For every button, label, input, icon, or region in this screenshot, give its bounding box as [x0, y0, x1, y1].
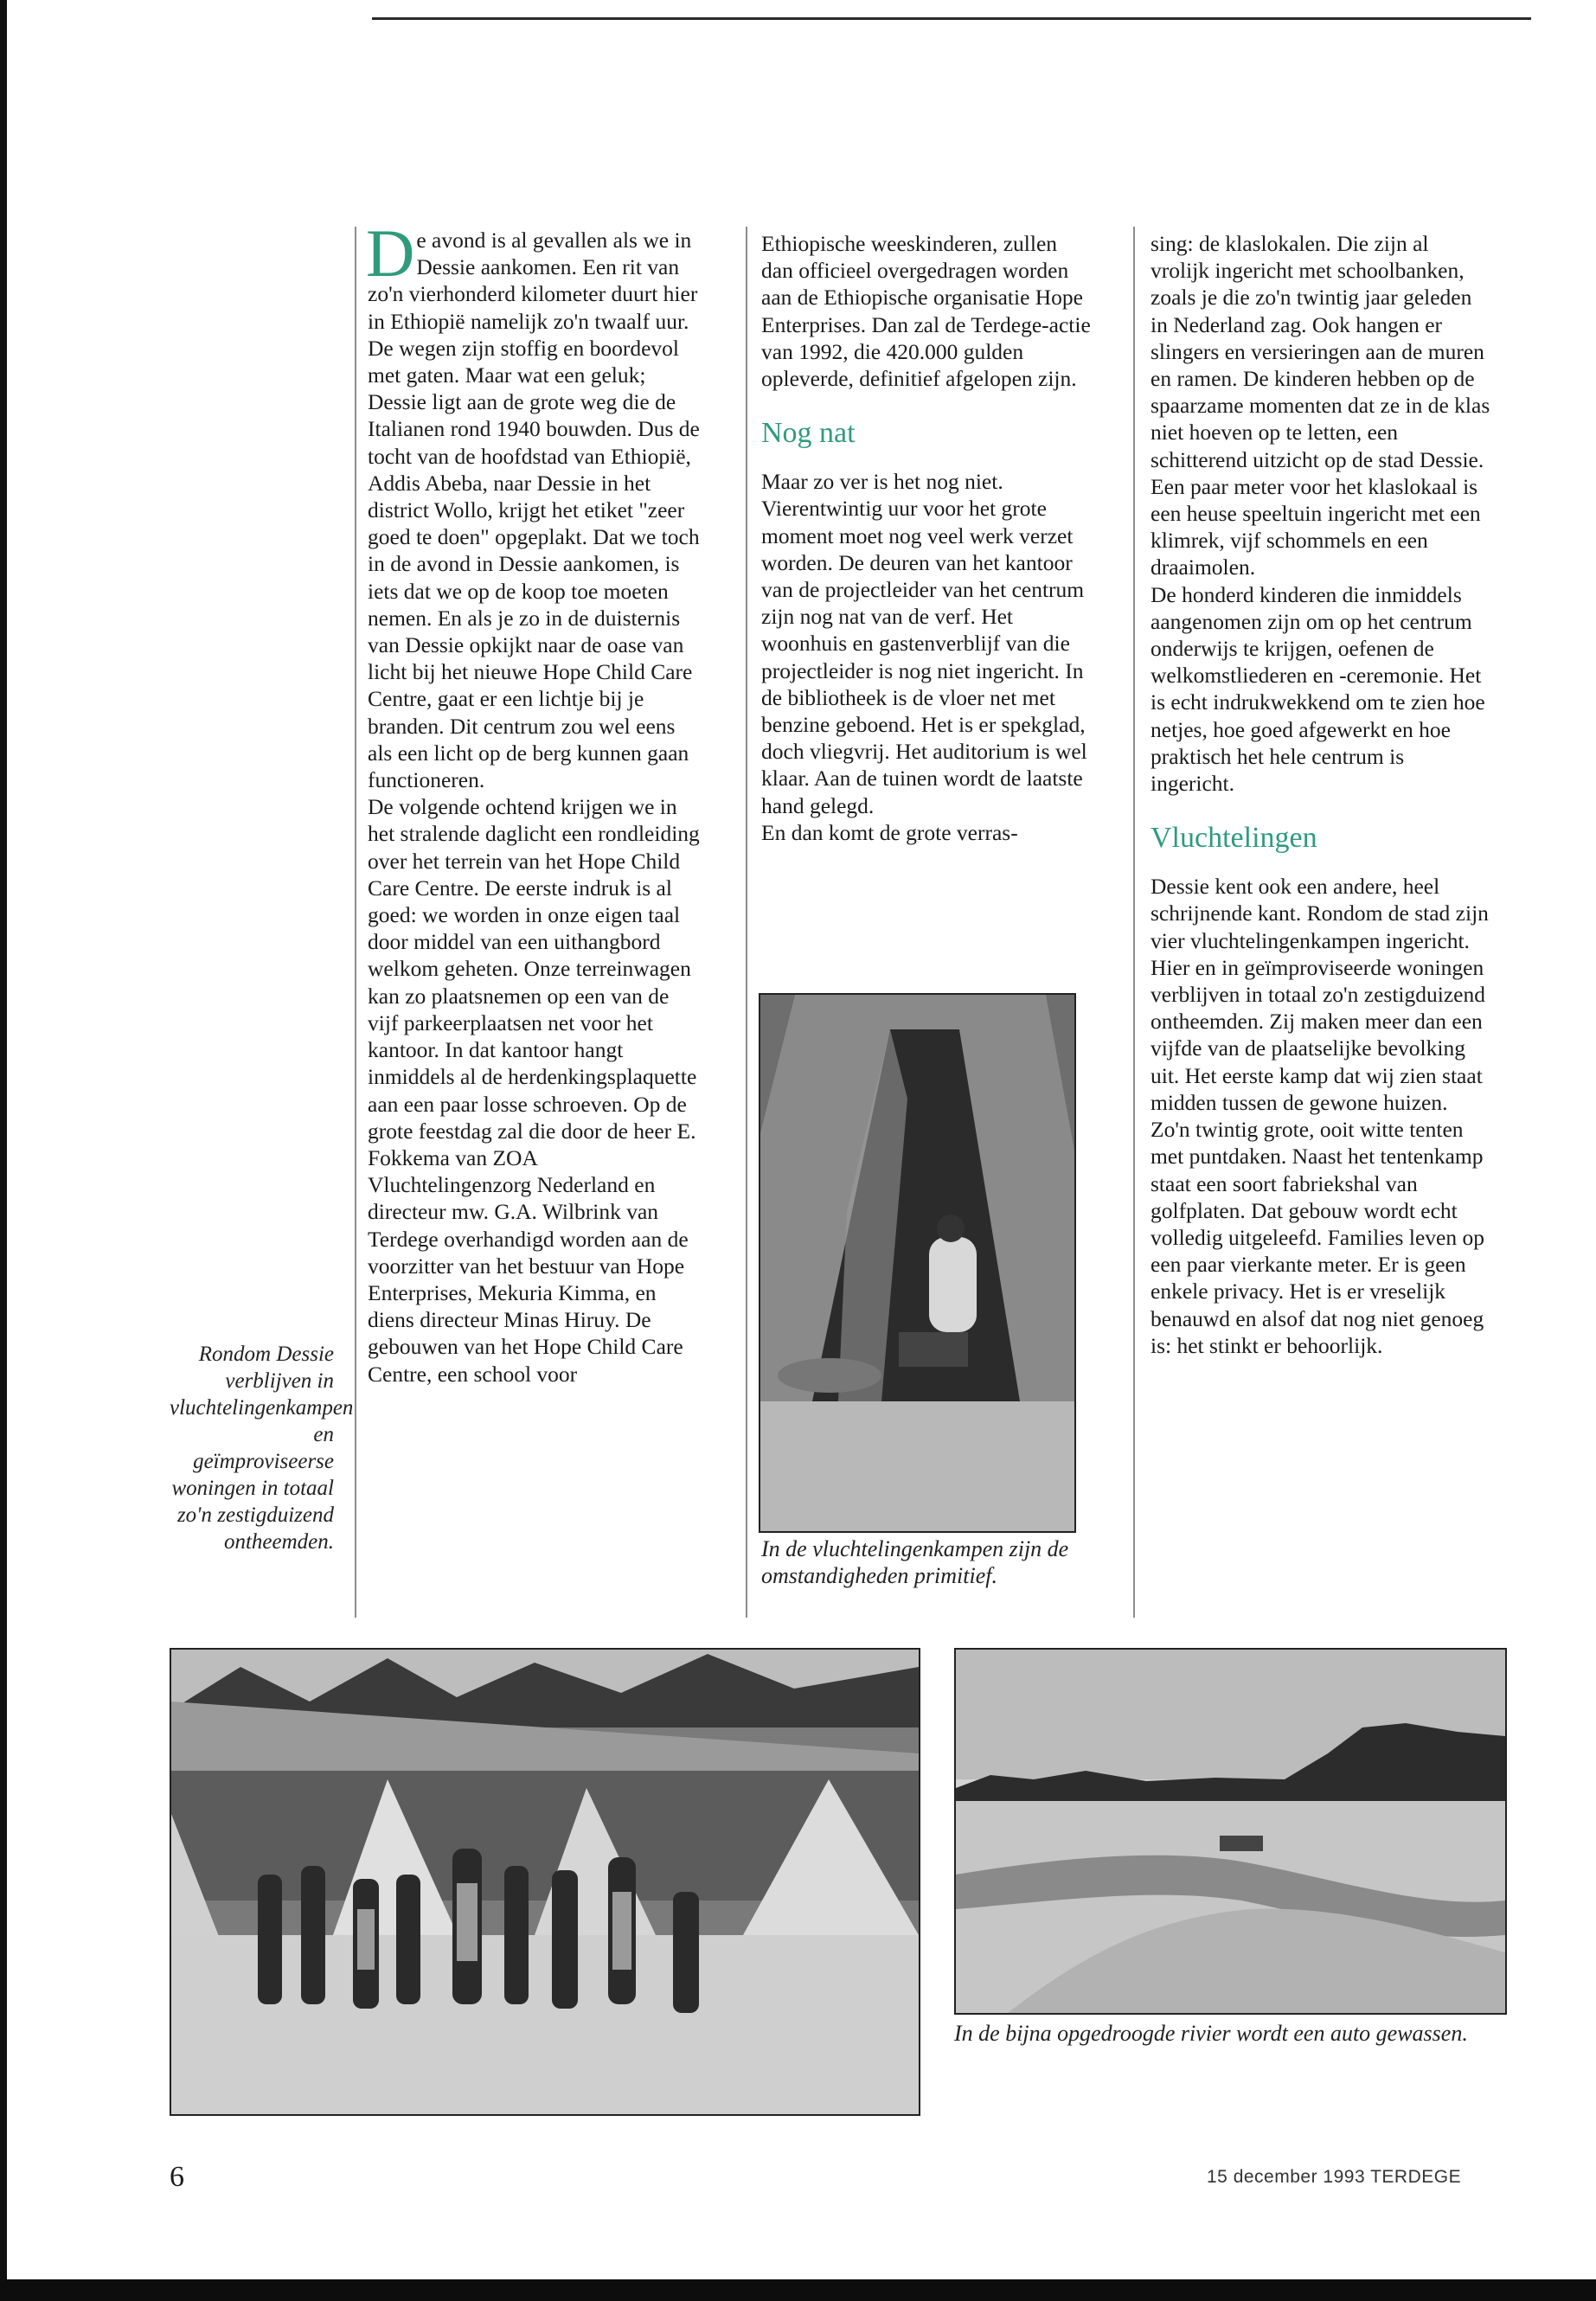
article-column-1 [366, 215, 705, 1388]
column-rule-3 [1133, 227, 1135, 1618]
column-rule-2 [746, 227, 747, 1618]
page-edge-bottom [0, 2279, 1596, 2301]
paragraph: Maar zo ver is het nog niet. Vierentwintig uur voor het grote moment moet nog veel werk verzet worden. De deuren van het kantoor van de projectleider van het centrum zijn nog nat van de verf. Het woonhuis en gastenverblijf van die projectleider is nog niet ingericht. In de bibliotheek is de vloer net met benzine geboend. Het is er spekglad, doch vliegvrij. Het auditorium is wel klaar. Aan de tuinen wordt de laatste hand gelegd. [761, 469, 1087, 818]
side-caption: Rondom Dessie verblijven in vluchtelingenkampen en geïmproviseerse woningen in totaal zo'n zestigduizend ontheemden. [170, 1343, 354, 1554]
photo-tent [759, 993, 1076, 1533]
photo-children [170, 1648, 920, 2116]
photo-caption-tent: In de vluchtelingenkampen zijn de omstandigheden primitief. [761, 1536, 1069, 1588]
subheading-vluchtelingen: Vluchtelingen [1151, 822, 1317, 855]
paragraph: De honderd kinderen die inmiddels aangenomen zijn om op het centrum onderwijs te krijgen, oefenen de welkomstliederen en -ceremonie. Het is echt indrukwekkend om te zien hoe netjes, hoe goed afgewerkt en hoe praktisch het hele centrum is ingericht. [1151, 581, 1485, 797]
paragraph: En dan komt de grote verras- [761, 819, 1018, 845]
subheading-nog-nat: Nog nat [761, 417, 856, 450]
top-rule [372, 17, 1531, 20]
paragraph: sing: de klaslokalen. Die zijn al vrolijk ingericht met schoolbanken, zoals je die zo'n twintig jaar geleden in Nederland zag. Ook hangen er slingers en versieringen aan de muren en ramen. De kinderen hebben op de spaarzame momenten dat ze in de klas niet hoeven op te letten, een schitterend uitzicht op de stad Dessie. Een paar meter voor het klaslokaal is een heuse speeltuin ingericht met een klimrek, vijf schommels en een draaimolen. [1151, 231, 1490, 580]
drop-cap: D [366, 215, 415, 291]
page-number: 6 [170, 2161, 184, 2193]
article-column-2 [761, 230, 1094, 846]
lead-paragraph [366, 215, 705, 793]
paragraph: Dessie kent ook een andere, heel schrijnende kant. Rondom de stad zijn vier vluchtelingenkampen ingericht. Hier en in geïmproviseerde woningen verblijven in totaal zo'n zestigduizend ontheemden. Zij maken meer dan een vijfde van de plaatselijke bevolking uit. Het eerste kamp dat wij zien staat midden tussen de gewone huizen. Zo'n twintig grote, ooit witte tenten met puntdaken. Naast het tentenkamp staat een soort fabriekshal van golfplaten. Dat gebouw wordt echt volledig uitgeleefd. Families leven op een paar vierkante meter. Er is geen enkele privacy. Het is er vreselijk benauwd en alsof dat nog niet genoeg is: het stinkt er behoorlijk. [1151, 874, 1489, 1358]
issue-footer: 15 december 1993 TERDEGE [1207, 2167, 1462, 2187]
column-rule-1 [355, 227, 356, 1618]
paragraph: Ethiopische weeskinderen, zullen dan officieel overgedragen worden aan de Ethiopische organisatie Hope Enterprises. Dan zal de Terdege-actie van 1992, die 420.000 gulden opleverde, definitief afgelopen zijn. [761, 231, 1091, 392]
photo-river [954, 1648, 1507, 2015]
page-edge-left [0, 0, 7, 2301]
paragraph: De volgende ochtend krijgen we in het stralende daglicht een rondleiding over het terrein van het Hope Child Care Centre. De eerste indruk is al goed: we worden in onze eigen taal door middel van een uithangbord welkom geheten. Onze terreinwagen kan zo plaatsnemen op een van de vijf parkeerplaatsen net voor het kantoor. In dat kantoor hangt inmiddels al de herdenkingsplaquette aan een paar losse schroeven. Op de grote feestdag zal die door de heer E. Fokkema van ZOA Vluchtelingenzorg Nederland en directeur mw. G.A. Wilbrink van Terdege overhandigd worden aan de voorzitter van het bestuur van Hope Enterprises, Mekuria Kimma, en diens directeur Minas Hiruy. De gebouwen van het Hope Child Care Centre, een school voor [368, 794, 700, 1387]
lead-text: e avond is al gevallen als we in Dessie aankomen. Een rit van zo'n vierhonderd kilometer duurt hier in Ethiopië namelijk zo'n twaalf uur. De wegen zijn stoffig en boordevol met gaten. Maar wat een geluk; Dessie ligt aan de grote weg die de Italianen rond 1940 bouwden. Dus de tocht van de hoofdstad van Ethiopië, Addis Abeba, naar Dessie in het district Wollo, krijgt het etiket "zeer goed te doen" opgeplakt. Dat we toch in de avond in Dessie aankomen, is iets dat we op de koop toe moeten nemen. En als je zo in de duisternis van Dessie opkijkt naar de oase van licht bij het nieuwe Hope Child Care Centre, gaat er een lichtje bij je branden. Dit centrum zou wel eens als een licht op de berg kunnen gaan functioneren. [368, 228, 700, 793]
article-column-3 [1151, 230, 1492, 1359]
photo-caption-river: In de bijna opgedroogde rivier wordt een auto gewassen. [954, 2021, 1468, 2046]
